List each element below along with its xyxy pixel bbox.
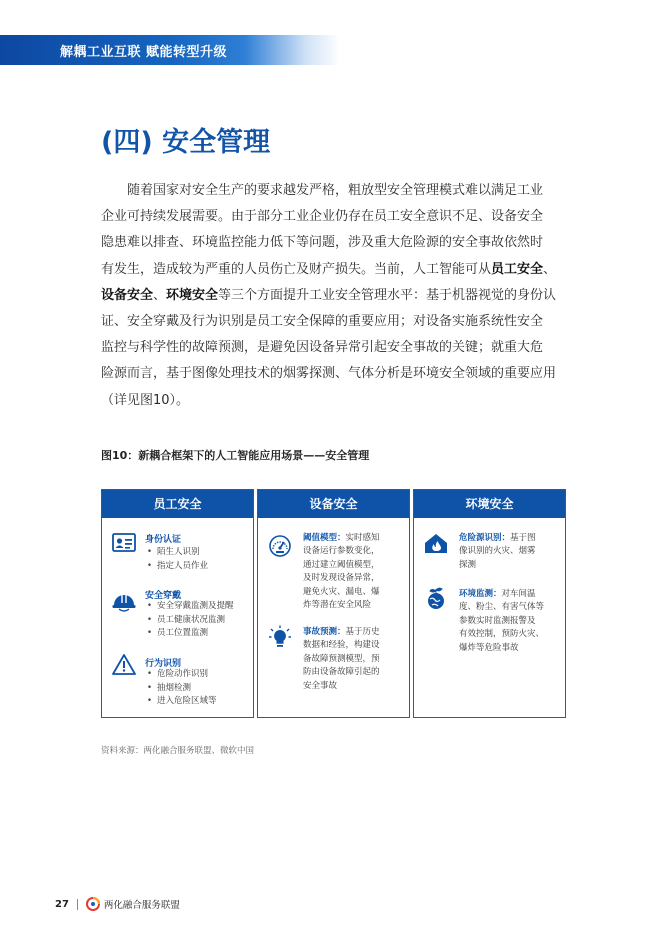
desc-line: 有效控制，预防火灾、 <box>459 629 545 640</box>
item-title: 危险源识别： <box>459 533 511 543</box>
item-description <box>303 626 380 693</box>
paragraph-text: 等三个方面提升工业安全管理水平：基于机器视觉的身份认 <box>218 287 557 303</box>
lightbulb-icon <box>267 624 293 650</box>
warning-icon <box>111 652 137 678</box>
desc-text: 对车间温 <box>501 589 536 599</box>
column-header: 环境安全 <box>414 490 565 518</box>
keyword-employee-safety: 员工安全 <box>491 261 544 277</box>
desc-line: 像识别的火灾、烟雾 <box>459 546 536 557</box>
paragraph-line: 证、安全穿戴及行为识别是员工安全保障的重要应用；对设备实施系统性安全 <box>101 313 544 329</box>
list-item: • 危险动作识别 <box>147 668 217 682</box>
column-equipment-safety <box>257 489 410 718</box>
alliance-logo-icon <box>86 897 100 911</box>
list-item: • 抽烟检测 <box>147 682 217 696</box>
page-footer <box>55 896 180 912</box>
footer-org: 两化融合服务联盟 <box>103 900 180 911</box>
figure-title: 图10：新耦合框架下的人工智能应用场景——安全管理 <box>101 449 370 462</box>
header-banner <box>0 35 340 65</box>
desc-text: 基于图 <box>510 533 536 543</box>
desc-text: 实时感知 <box>345 533 380 543</box>
list-item: • 指定人员作业 <box>147 560 208 574</box>
figure-source: 资料来源：两化融合服务联盟、微软中国 <box>101 746 255 756</box>
paragraph-text: 有发生，造成较为严重的人员伤亡及财产损失。当前，人工智能可从 <box>101 261 492 277</box>
list-item: • 员工健康状况监测 <box>147 614 234 628</box>
helmet-icon <box>111 588 137 614</box>
column-environment-safety <box>413 489 566 718</box>
paragraph-line: （详见图10）。 <box>101 392 190 408</box>
paragraph-line: 隐患难以排查、环境监控能力低下等问题，涉及重大危险源的安全事故依然时 <box>101 235 544 251</box>
desc-line: 设备运行参数变化， <box>303 546 380 557</box>
keyword-environment-safety: 环境安全 <box>166 287 219 303</box>
page-number: 27 <box>55 898 69 910</box>
paragraph-line <box>101 283 565 309</box>
desc-line <box>459 588 544 601</box>
desc-line: 避免火灾、漏电、爆 <box>303 586 380 597</box>
bullet-list <box>147 668 217 709</box>
gauge-icon <box>267 532 293 558</box>
desc-line <box>459 532 536 545</box>
desc-line: 爆炸等危险事故 <box>459 642 519 653</box>
item-title: 身份认证 <box>145 535 182 545</box>
desc-line: 安全事故 <box>303 680 338 691</box>
item-title: 行为识别 <box>145 659 182 669</box>
body-paragraph <box>101 178 565 414</box>
desc-line: 度、粉尘、有害气体等 <box>459 602 545 613</box>
keyword-equipment-safety: 设备安全 <box>101 287 154 303</box>
item-description <box>459 532 536 572</box>
item-description <box>303 532 380 612</box>
desc-line: 及时发现设备异常， <box>303 573 380 584</box>
globe-plant-icon <box>423 586 449 612</box>
column-employee-safety <box>101 489 254 718</box>
desc-line <box>303 626 380 639</box>
desc-line: 参数实时监测报警及 <box>459 615 536 626</box>
column-header: 设备安全 <box>258 490 409 518</box>
bullet-list <box>147 546 208 573</box>
desc-line: 防由设备故障引起的 <box>303 667 380 678</box>
item-title: 环境监测： <box>459 589 502 599</box>
id-card-icon <box>111 530 137 556</box>
paragraph-text: 、 <box>153 287 167 303</box>
fire-house-icon <box>423 530 449 556</box>
desc-line: 备故障预测模型，预 <box>303 653 380 664</box>
desc-text: 基于历史 <box>345 627 380 637</box>
list-item: • 员工位置监测 <box>147 627 234 641</box>
desc-line: 数据和经验，构建设 <box>303 640 380 651</box>
list-item: • 安全穿戴监测及提醒 <box>147 600 234 614</box>
desc-line: 通过建立阈值模型， <box>303 559 380 570</box>
paragraph-line: 随着国家对安全生产的要求越发严格，粗放型安全管理模式难以满足工业 <box>127 183 544 198</box>
paragraph-text: 、 <box>543 261 557 277</box>
item-title: 安全穿戴 <box>145 591 182 601</box>
paragraph-line: 监控与科学性的故障预测，是避免因设备异常引起安全事故的关键；就重大危 <box>101 340 544 356</box>
paragraph-line <box>101 257 565 283</box>
desc-line: 炸等潜在安全风险 <box>303 600 372 611</box>
desc-line: 探测 <box>459 559 477 570</box>
list-item: • 陌生人识别 <box>147 546 208 560</box>
banner-title: 解耦工业互联 赋能转型升级 <box>60 45 228 60</box>
item-title: 阈值模型： <box>303 533 346 543</box>
section-title: (四) 安全管理 <box>101 127 271 158</box>
column-header: 员工安全 <box>102 490 253 518</box>
paragraph-line: 企业可持续发展需要。由于部分工业企业仍存在员工安全意识不足、设备安全 <box>101 209 544 225</box>
item-title: 事故预测： <box>303 627 346 637</box>
desc-line <box>303 532 380 545</box>
paragraph-line: 险源而言，基于图像处理技术的烟雾探测、气体分析是环境安全领域的重要应用 <box>101 366 557 382</box>
list-item: • 进入危险区域等 <box>147 695 217 709</box>
bullet-list <box>147 600 234 641</box>
footer-divider <box>77 899 78 910</box>
item-description <box>459 588 544 655</box>
